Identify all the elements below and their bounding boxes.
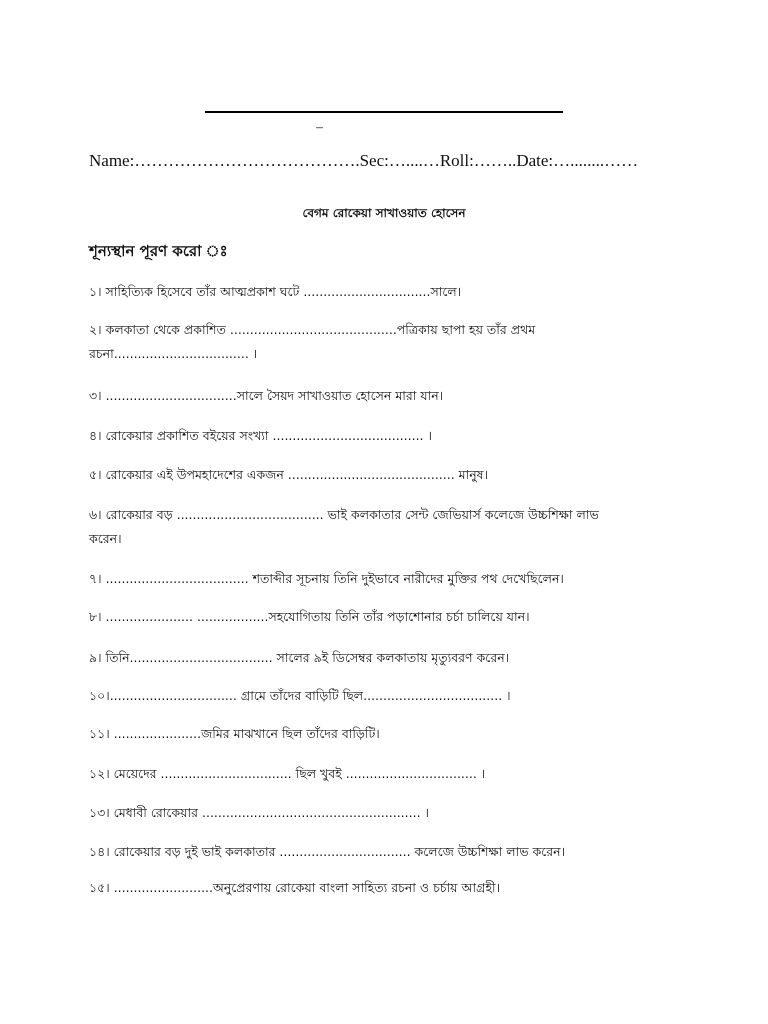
question-3 xyxy=(89,384,689,408)
question-text: ১০।................................ গ্রামে তাঁদের বাড়িটি ছিল................................... । xyxy=(89,688,511,703)
question-15 xyxy=(89,876,689,900)
question-1 xyxy=(89,280,689,304)
question-text-continued: রচনা.................................. । xyxy=(89,346,258,361)
question-text: ১১। ......................জমির মাঝখানে ছিল তাঁদের বাড়িটি। xyxy=(89,726,380,741)
question-text: ২। কলকাতা থেকে প্রকাশিত ..........................................পত্রিকায় ছাপা হয় তাঁর প্রথম xyxy=(89,322,536,337)
question-text-continued: করেন। xyxy=(89,531,122,546)
worksheet-title: বেগম রোকেয়া সাখাওয়াত হোসেন xyxy=(302,206,466,220)
question-text: ১। সাহিত্যিক হিসেবে তাঁর আত্মপ্রকাশ ঘটে ................................সালে। xyxy=(89,284,462,299)
question-text: ৬। রোকেয়ার বড় ..................................... ভাই কলকাতার সেন্ট জেভিয়ার্স কলেজে উচ্চশিক্ষা লাভ xyxy=(89,507,599,522)
header-dash: – xyxy=(316,120,323,135)
question-5 xyxy=(89,463,689,487)
question-9 xyxy=(89,646,689,670)
question-10 xyxy=(89,684,689,708)
question-text: ১৫। .........................অনুপ্রেরণায় রোকেয়া বাংলা সাহিত্য রচনা ও চর্চায় আগ্রহী। xyxy=(89,880,501,895)
question-11 xyxy=(89,722,689,746)
question-12 xyxy=(89,762,689,786)
header-rule xyxy=(205,111,563,113)
question-6 xyxy=(89,503,689,551)
student-info-line: Name:………………………………….Sec:…....…Roll:……..Date:…........…… xyxy=(89,151,639,170)
question-text: ৫। রোকেয়ার এই উপমহাদেশের একজন .......................................... মানুষ। xyxy=(89,467,489,482)
question-text: ৮। ...................... ..................সহযোগিতায় তিনি তাঁর পড়াশোনার চর্চা চালিয়ে যান। xyxy=(89,609,530,624)
question-8 xyxy=(89,605,689,629)
question-13 xyxy=(89,801,689,825)
question-text: ৪। রোকেয়ার প্রকাশিত বইয়ের সংখ্যা ...................................... । xyxy=(89,428,432,443)
question-14 xyxy=(89,840,689,864)
question-7 xyxy=(89,567,689,591)
question-text: ৯। তিনি.................................... সালের ৯ই ডিসেম্বর কলকাতায় মৃত্যুবরণ করেন। xyxy=(89,650,510,665)
question-text: ৩। .................................সালে সৈয়দ সাখাওয়াত হোসেন মারা যান। xyxy=(89,388,444,403)
question-text: ১২। মেয়েদের ................................. ছিল খুবই ................................. । xyxy=(89,766,486,781)
question-text: ১৪। রোকেয়ার বড় দুই ভাই কলকাতার ................................. কলেজে উচ্চশিক্ষা লাভ করেন। xyxy=(89,844,566,859)
section-heading: শূন্যস্থান পূরণ করো ঃ xyxy=(89,242,228,260)
question-2 xyxy=(89,318,689,366)
question-text: ১৩। মেধাবী রোকেয়ার ....................................................... । xyxy=(89,805,429,820)
question-text: ৭। .................................... শতাব্দীর সূচনায় তিনি দুইভাবে নারীদের মুক্তির পথ দেখেছিলেন। xyxy=(89,571,564,586)
question-4 xyxy=(89,424,689,448)
